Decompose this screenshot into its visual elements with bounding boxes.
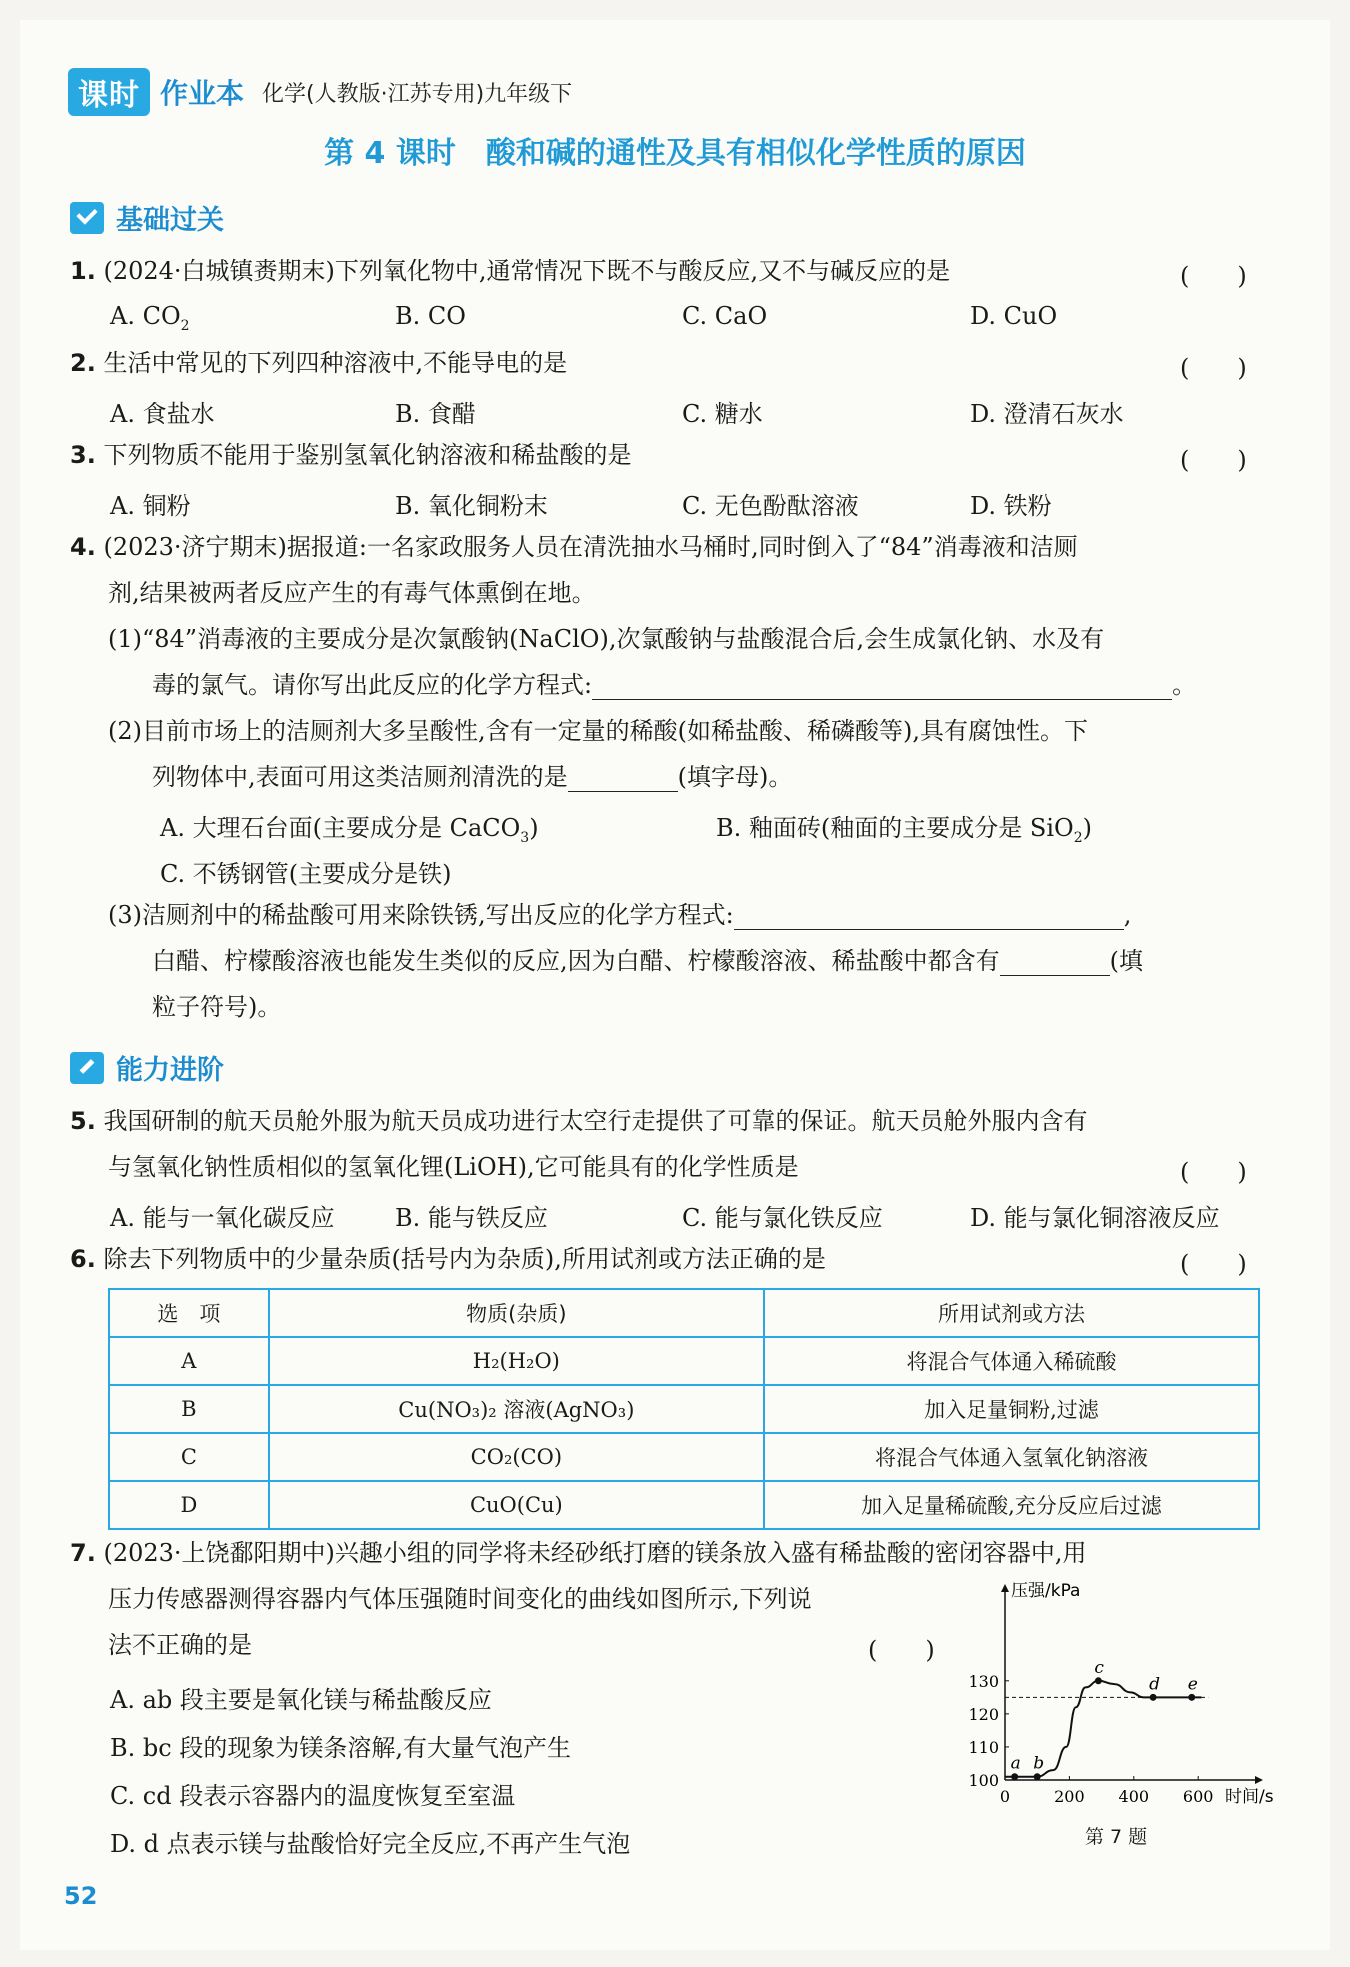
table-header: 所用试剂或方法: [764, 1289, 1259, 1337]
answer-paren: ( ): [1180, 1158, 1247, 1186]
option-c: C. cd 段表示容器内的温度恢复至室温: [110, 1782, 516, 1810]
logo: [68, 68, 244, 116]
question-6: 6. 除去下列物质中的少量杂质(括号内为杂质),所用试剂或方法正确的是: [70, 1245, 826, 1273]
q4-part1: (1)“84”消毒液的主要成分是次氯酸钠(NaClO),次氯酸钠与盐酸混合后,会生成氯化钠、水及有: [108, 625, 1105, 653]
pencil-icon: [70, 1052, 104, 1084]
x-tick-label: 400: [1118, 1787, 1150, 1806]
y-axis-arrow: [1001, 1584, 1009, 1592]
table-row: D CuO(Cu) 加入足量稀硫酸,充分反应后过滤: [109, 1481, 1259, 1529]
option-b: B. 食醋: [395, 400, 476, 428]
table-header: 选 项: [109, 1289, 269, 1337]
question-1: [70, 256, 950, 286]
q4-part1-line2: 毒的氯气。请你写出此反应的化学方程式: 。: [152, 671, 1197, 699]
question-text: 下列物质不能用于鉴别氢氧化钠溶液和稀盐酸的是: [103, 441, 632, 469]
y-tick-label: 110: [968, 1737, 999, 1757]
option-a: A. ab 段主要是氧化镁与稀盐酸反应: [110, 1686, 492, 1714]
option-c: C. CaO: [682, 302, 768, 330]
point-label-b: b: [1033, 1753, 1045, 1774]
question-text: (2024·白城镇赉期末)下列氧化物中,通常情况下既不与酸反应,又不与碱反应的是: [103, 257, 951, 285]
point-label-a: a: [1010, 1753, 1021, 1774]
q4-part3-line3: 粒子符号)。: [152, 993, 282, 1021]
point-d: [1150, 1694, 1157, 1701]
section-advanced: [70, 1048, 224, 1087]
question-2: [70, 348, 567, 378]
x-tick-label: 0: [999, 1787, 1011, 1806]
option-b: B. 氧化铜粉末: [395, 492, 548, 520]
question-number: 3.: [70, 441, 96, 469]
answer-blank[interactable]: [1000, 951, 1110, 976]
question-5: 5. 我国研制的航天员舱外服为航天员成功进行太空行走提供了可靠的保证。航天员舱外服内含有: [70, 1107, 1088, 1135]
page-number: 52: [64, 1882, 98, 1910]
table-row: B Cu(NO₃)₂ 溶液(AgNO₃) 加入足量铜粉,过滤: [109, 1385, 1259, 1433]
option-c: C. 糖水: [682, 400, 763, 428]
option-d: D. 铁粉: [970, 492, 1052, 520]
y-tick-label: 120: [968, 1704, 999, 1724]
question-3: [70, 440, 631, 470]
question-number: 5.: [70, 1107, 96, 1135]
answer-paren: ( ): [1180, 354, 1247, 382]
answer-blank[interactable]: [568, 767, 678, 792]
q4-part3-line2: 白醋、柠檬酸溶液也能发生类似的反应,因为白醋、柠檬酸溶液、稀盐酸中都含有 (填: [152, 947, 1144, 975]
question-number: 6.: [70, 1245, 96, 1273]
point-e: [1188, 1694, 1195, 1701]
pressure-time-chart: [960, 1580, 1280, 1820]
option-b: B. CO: [395, 302, 466, 330]
answer-blank[interactable]: [734, 905, 1124, 930]
subject-label: 化学(人教版·江苏专用)九年级下: [262, 81, 573, 107]
point-label-c: c: [1094, 1657, 1104, 1678]
question-4: 4. (2023·济宁期末)据报道:一名家政服务人员在清洗抽水马桶时,同时倒入了“84”消毒液和洁厕: [70, 533, 1078, 561]
option-d: D. d 点表示镁与盐酸恰好完全反应,不再产生气泡: [110, 1830, 631, 1858]
q4-part2: (2)目前市场上的洁厕剂大多呈酸性,含有一定量的稀酸(如稀盐酸、稀磷酸等),具有腐蚀性。下: [108, 717, 1088, 745]
logo-badge: 课时: [68, 68, 150, 116]
answer-paren: ( ): [1180, 446, 1247, 474]
q4-option-b: B. 釉面砖(釉面的主要成分是 SiO$_2$): [716, 814, 1092, 846]
header: [68, 68, 572, 116]
answer-paren: ( ): [868, 1636, 935, 1664]
option-d: D. 能与氯化铜溶液反应: [970, 1204, 1220, 1232]
checkmark-icon: [70, 202, 104, 234]
q4-part3: (3)洁厕剂中的稀盐酸可用来除铁锈,写出反应的化学方程式: ,: [108, 901, 1132, 929]
option-a: A. 能与一氧化碳反应: [110, 1204, 335, 1232]
answer-paren: ( ): [1180, 262, 1247, 290]
point-b: [1034, 1773, 1041, 1780]
option-d: D. 澄清石灰水: [970, 400, 1124, 428]
x-tick-label: 200: [1054, 1787, 1085, 1806]
table-header: 物质(杂质): [269, 1289, 764, 1337]
point-label-d: d: [1149, 1674, 1161, 1695]
section-basic: [70, 198, 224, 237]
option-b: B. 能与铁反应: [395, 1204, 548, 1232]
option-d: D. CuO: [970, 302, 1058, 330]
option-a: A. $CO_2$: [110, 302, 190, 334]
y-tick-label: 100: [968, 1771, 999, 1790]
chart-caption: 第 7 题: [1085, 1826, 1148, 1848]
y-tick-label: 130: [968, 1671, 999, 1691]
option-a: A. 铜粉: [110, 492, 191, 520]
section-advanced-label: 能力进阶: [116, 1055, 224, 1086]
x-axis-arrow: [1255, 1776, 1263, 1784]
lesson-title: 第 4 课时 酸和碱的通性及具有相似化学性质的原因: [324, 136, 1026, 171]
q4-part2-line2: 列物体中,表面可用这类洁厕剂清洗的是 (填字母)。: [152, 763, 793, 791]
question-7-line-3: 法不正确的是: [108, 1631, 252, 1659]
question-number: 2.: [70, 349, 96, 377]
question-number: 7.: [70, 1539, 96, 1567]
question-7: 7. (2023·上饶鄱阳期中)兴趣小组的同学将未经砂纸打磨的镁条放入盛有稀盐酸的密闭容器中,用: [70, 1539, 1087, 1567]
table-row: A H₂(H₂O) 将混合气体通入稀硫酸: [109, 1337, 1259, 1385]
section-basic-label: 基础过关: [116, 205, 224, 236]
question-number: 4.: [70, 533, 96, 561]
option-c: C. 无色酚酞溶液: [682, 492, 859, 520]
x-tick-label: 600: [1182, 1787, 1214, 1806]
option-b: B. bc 段的现象为镁条溶解,有大量气泡产生: [110, 1734, 571, 1762]
option-c: C. 能与氯化铁反应: [682, 1204, 883, 1232]
point-c: [1095, 1677, 1102, 1684]
question-5-line-2: 与氢氧化钠性质相似的氢氧化锂(LiOH),它可能具有的化学性质是: [108, 1153, 799, 1181]
point-label-e: e: [1187, 1674, 1198, 1695]
y-axis-label: 压强/kPa: [1011, 1581, 1081, 1601]
q4-option-a: A. 大理石台面(主要成分是 CaCO$_3$): [160, 814, 539, 846]
question-number: 1.: [70, 257, 96, 285]
point-a: [1011, 1773, 1018, 1780]
options-table: [108, 1288, 1260, 1530]
x-axis-label: 时间/s: [1225, 1787, 1274, 1807]
question-text: 生活中常见的下列四种溶液中,不能导电的是: [103, 349, 568, 377]
question-7-line-2: 压力传感器测得容器内气体压强随时间变化的曲线如图所示,下列说: [108, 1585, 812, 1613]
answer-paren: ( ): [1180, 1250, 1247, 1278]
q4-option-c: C. 不锈钢管(主要成分是铁): [160, 860, 452, 888]
answer-blank[interactable]: [592, 675, 1172, 700]
logo-text: 作业本: [160, 77, 245, 110]
question-4-line-2: 剂,结果被两者反应产生的有毒气体熏倒在地。: [108, 579, 596, 607]
option-a: A. 食盐水: [110, 400, 215, 428]
table-row: C CO₂(CO) 将混合气体通入氢氧化钠溶液: [109, 1433, 1259, 1481]
